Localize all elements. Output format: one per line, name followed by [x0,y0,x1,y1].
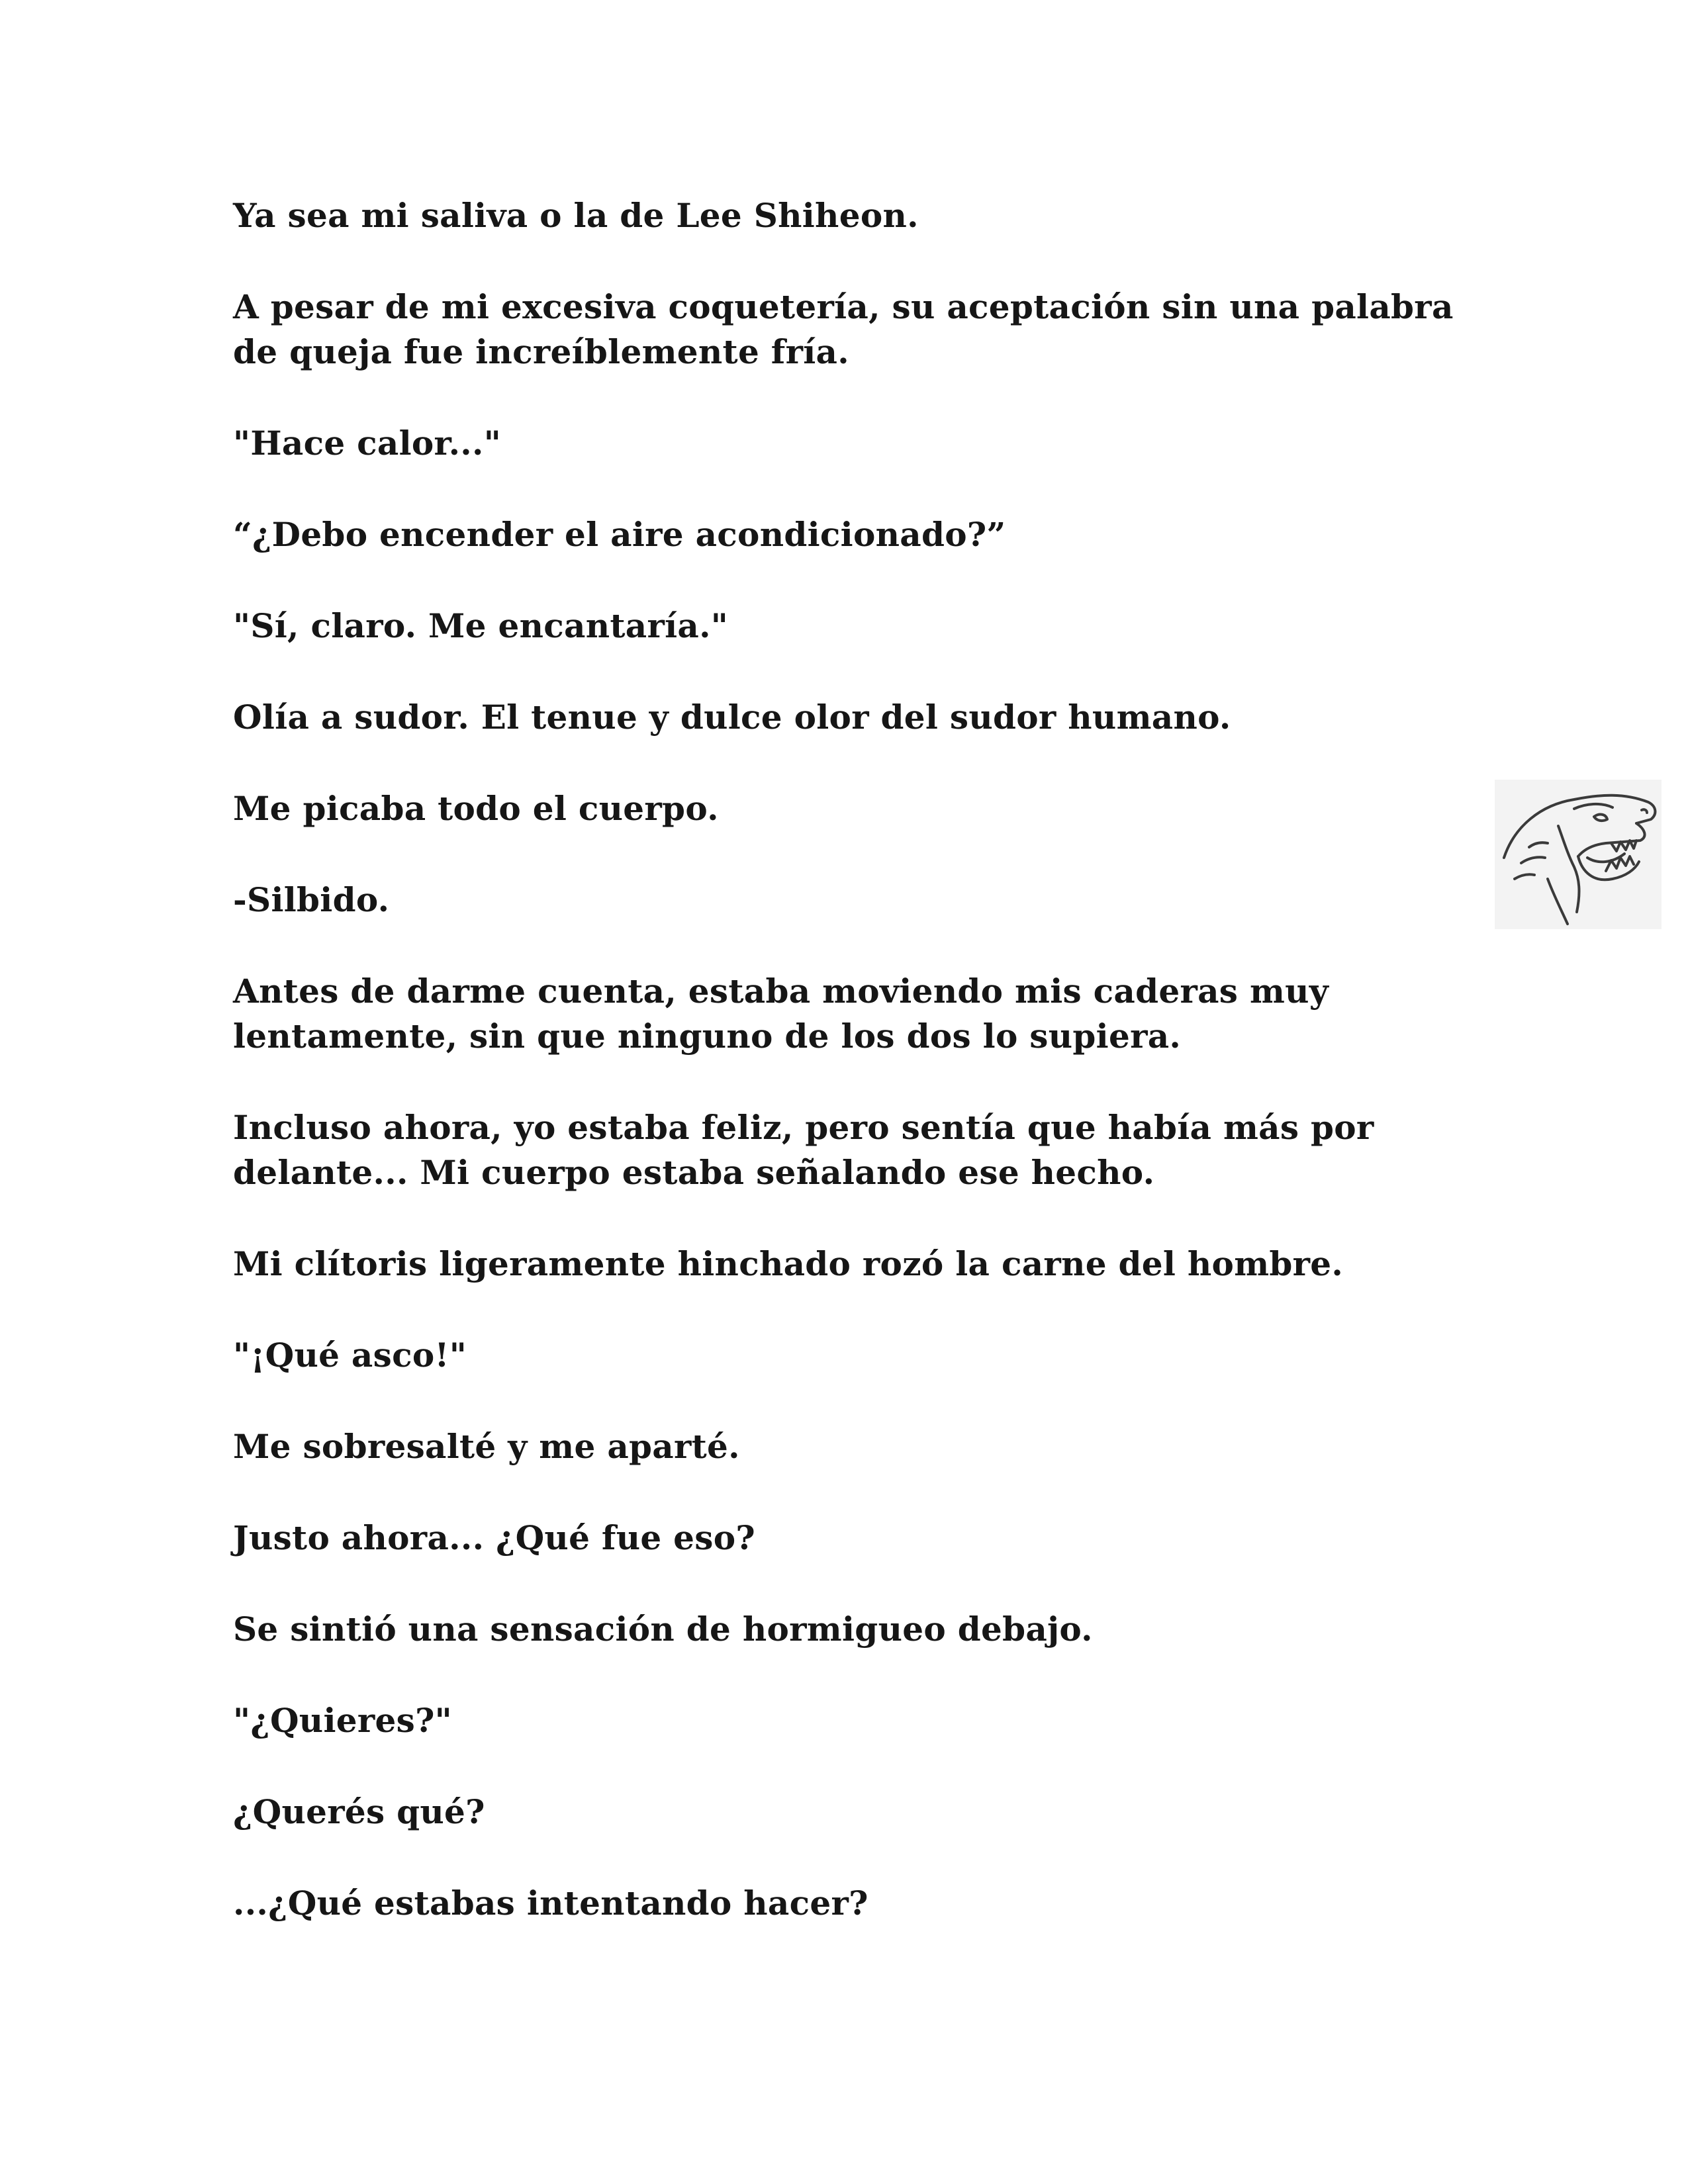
paragraph: -Silbido. [233,880,390,919]
paragraph: Me picaba todo el cuerpo. [233,789,719,828]
paragraph: ¿Querés qué? [233,1792,485,1831]
paragraph: Olía a sudor. El tenue y dulce olor del sudor humano. [233,698,1231,737]
paragraph: ...¿Qué estabas intentando hacer? [233,1884,868,1923]
paragraph: Se sintió una sensación de hormigueo debajo. [233,1610,1093,1649]
paragraph: "Hace calor..." [233,424,502,463]
paragraph: Justo ahora... ¿Qué fue eso? [233,1518,755,1557]
paragraph: Mi clítoris ligeramente hinchado rozó la carne del hombre. [233,1244,1344,1283]
paragraph: "¿Quieres?" [233,1701,453,1740]
paragraph: “¿Debo encender el aire acondicionado?” [233,515,1006,554]
body-text [233,193,1491,1972]
paragraph: Incluso ahora, yo estaba feliz, pero sentía que había más por delante... Mi cuerpo estaba señalando ese hecho. [233,1108,1374,1192]
paragraph: "Sí, claro. Me encantaría." [233,606,729,645]
dinosaur-head-sketch-icon [1495,780,1662,929]
paragraph: Antes de darme cuenta, estaba moviendo mis caderas muy lentamente, sin que ninguno de los dos lo supiera. [233,972,1329,1056]
paragraph: A pesar de mi excesiva coquetería, su aceptación sin una palabra de queja fue increíblemente fría. [233,287,1454,371]
paragraph: Ya sea mi saliva o la de Lee Shiheon. [233,196,919,235]
paragraph: Me sobresalté y me aparté. [233,1427,740,1466]
paragraph: "¡Qué asco!" [233,1336,467,1375]
